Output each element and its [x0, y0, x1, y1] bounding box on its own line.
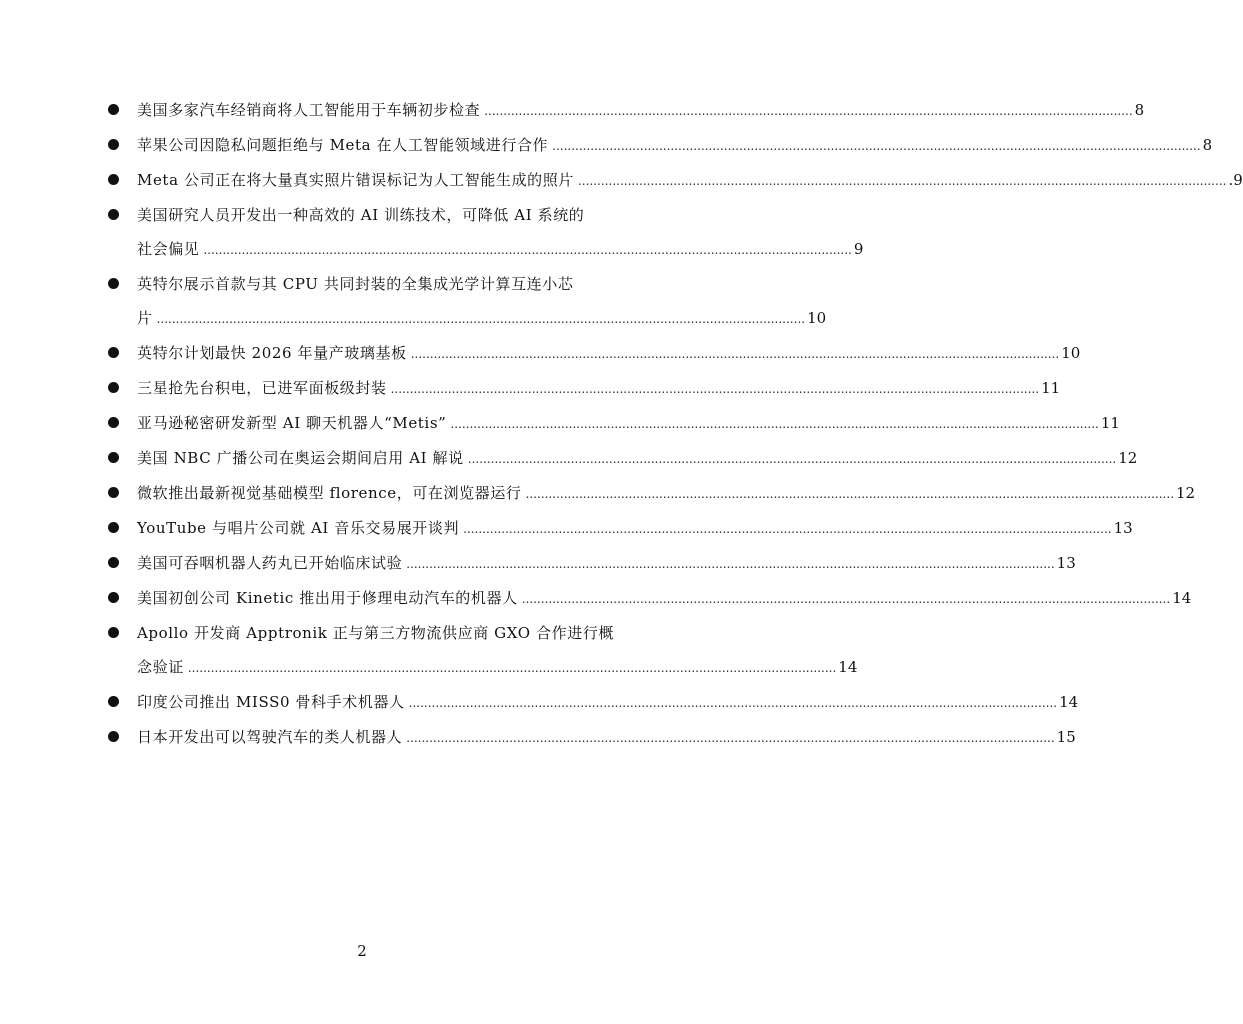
toc-entry-title: 美国初创公司 Kinetic 推出用于修理电动汽车的机器人 [137, 589, 518, 607]
toc-entry[interactable] [108, 616, 858, 685]
toc-entry[interactable] [108, 336, 1081, 371]
bullet-icon [108, 522, 119, 533]
bullet-icon [108, 627, 119, 638]
toc-entry-title: 印度公司推出 MISS0 骨科手术机器人 [137, 693, 405, 711]
dot-leader: .......................................................................................................................................................................... [484, 104, 1133, 118]
bullet-icon [108, 731, 119, 742]
toc-entry-title-line: 英特尔展示首款与其 CPU 共同封装的全集成光学计算互连小芯 [137, 275, 574, 293]
dot-leader: .......................................................................................................................................................................... [463, 522, 1112, 536]
dot-leader: .......................................................................................................................................................................... [203, 243, 852, 257]
toc-entry-page: 11 [1041, 379, 1061, 397]
toc-entry-title: 片 [137, 309, 153, 327]
toc-entry-page: 10 [807, 309, 827, 327]
page-number: 2 [357, 942, 367, 960]
dot-leader: .......................................................................................................................................................................... [467, 452, 1117, 466]
toc-entry-title: YouTube 与唱片公司就 AI 音乐交易展开谈判 [137, 519, 460, 537]
toc-entry-page: 14 [838, 658, 858, 676]
dot-leader: .......................................................................................................................................................................... [406, 731, 1055, 745]
toc-entry[interactable] [108, 163, 1243, 198]
toc-entry-page: 13 [1056, 554, 1076, 572]
toc-entry-title: 念验证 [137, 658, 184, 676]
toc-entry[interactable] [108, 198, 864, 267]
dot-leader: .......................................................................................................................................................................... [408, 696, 1058, 710]
dot-leader: .......................................................................................................................................................................... [156, 312, 806, 326]
toc-entry-page: 8 [1134, 101, 1145, 119]
toc-entry[interactable] [108, 511, 1133, 546]
toc-entry-line [137, 336, 1081, 371]
toc-entry[interactable] [108, 128, 1213, 163]
toc-entry-title: 亚马逊秘密研发新型 AI 聊天机器人“Metis” [137, 414, 447, 432]
toc-entry-page: 14 [1059, 693, 1079, 711]
bullet-icon [108, 347, 119, 358]
toc-entry[interactable] [108, 581, 1192, 616]
toc-entry-line [137, 93, 1145, 128]
dot-leader: .......................................................................................................................................................................... [521, 592, 1171, 606]
toc-entry-title: 日本开发出可以驾驶汽车的类人机器人 [137, 728, 403, 746]
toc-entry-title: 社会偏见 [137, 240, 200, 258]
toc-entry-line [137, 163, 1243, 198]
dot-leader: .......................................................................................................................................................................... [406, 557, 1055, 571]
toc-entry-line [137, 685, 1079, 720]
toc-entry-title-line: Apollo 开发商 Apptronik 正与第三方物流供应商 GXO 合作进行概 [137, 624, 615, 642]
toc-entry[interactable] [108, 546, 1076, 581]
toc-entry[interactable] [108, 267, 827, 336]
toc-entry-line [137, 476, 1196, 511]
toc-entry-title: 美国可吞咽机器人药丸已开始临床试验 [137, 554, 403, 572]
dot-leader: .......................................................................................................................................................................... [390, 382, 1040, 396]
toc-entry-title-line: 美国研究人员开发出一种高效的 AI 训练技术，可降低 AI 系统的 [137, 206, 585, 224]
toc-entry-line [137, 650, 858, 685]
bullet-icon [108, 174, 119, 185]
toc-entry-page: 12 [1118, 449, 1138, 467]
bullet-icon [108, 209, 119, 220]
bullet-icon [108, 557, 119, 568]
toc-entry-page: 10 [1061, 344, 1081, 362]
toc-entry-page: 15 [1056, 728, 1076, 746]
toc-entry[interactable] [108, 93, 1145, 128]
dot-leader: .......................................................................................................................................................................... [187, 661, 837, 675]
toc-entry[interactable] [108, 476, 1196, 511]
bullet-icon [108, 278, 119, 289]
toc-entry-title: 美国多家汽车经销商将人工智能用于车辆初步检查 [137, 101, 481, 119]
toc-entry[interactable] [108, 371, 1061, 406]
toc-entry[interactable] [108, 720, 1076, 755]
toc-entry-title: 苹果公司因隐私问题拒绝与 Meta 在人工智能领域进行合作 [137, 136, 549, 154]
toc-entry-line [137, 128, 1213, 163]
toc-entry-title: 美国 NBC 广播公司在奥运会期间启用 AI 解说 [137, 449, 464, 467]
dot-leader: .......................................................................................................................................................................... [410, 347, 1060, 361]
toc-entry-page: 14 [1172, 589, 1192, 607]
toc-entry-line [137, 301, 827, 336]
toc-entry-line [137, 232, 864, 267]
bullet-icon [108, 592, 119, 603]
toc-entry-line [137, 371, 1061, 406]
bullet-icon [108, 487, 119, 498]
toc-entry-line [137, 546, 1076, 581]
toc-entry-page: 8 [1202, 136, 1213, 154]
bullet-icon [108, 139, 119, 150]
bullet-icon [108, 452, 119, 463]
toc-entry[interactable] [108, 406, 1120, 441]
toc-entry-title: Meta 公司正在将大量真实照片错误标记为人工智能生成的照片 [137, 171, 574, 189]
toc-entry-line [137, 511, 1133, 546]
table-of-contents [108, 93, 1243, 755]
toc-entry-line [137, 720, 1076, 755]
toc-entry-line [137, 441, 1138, 476]
dot-leader: .......................................................................................................................................................................... [525, 487, 1175, 501]
dot-leader: .......................................................................................................................................................................... [552, 139, 1201, 153]
toc-entry[interactable] [108, 441, 1138, 476]
toc-entry-page: 12 [1176, 484, 1196, 502]
toc-entry-page: 9 [853, 240, 864, 258]
bullet-icon [108, 104, 119, 115]
dot-leader: .......................................................................................................................................................................... [450, 417, 1099, 431]
toc-entry-line [137, 581, 1192, 616]
bullet-icon [108, 696, 119, 707]
toc-entry-page: 11 [1100, 414, 1120, 432]
bullet-icon [108, 417, 119, 428]
bullet-icon [108, 382, 119, 393]
toc-entry-page: 13 [1113, 519, 1133, 537]
toc-entry-title: 三星抢先台积电，已进军面板级封装 [137, 379, 387, 397]
toc-entry-line [137, 406, 1120, 441]
toc-entry-title: 英特尔计划最快 2026 年量产玻璃基板 [137, 344, 407, 362]
dot-leader: .......................................................................................................................................................................... [577, 174, 1227, 188]
toc-entry-title: 微软推出最新视觉基础模型 florence，可在浏览器运行 [137, 484, 522, 502]
toc-entry[interactable] [108, 685, 1079, 720]
toc-entry-page: .9 [1228, 171, 1243, 189]
